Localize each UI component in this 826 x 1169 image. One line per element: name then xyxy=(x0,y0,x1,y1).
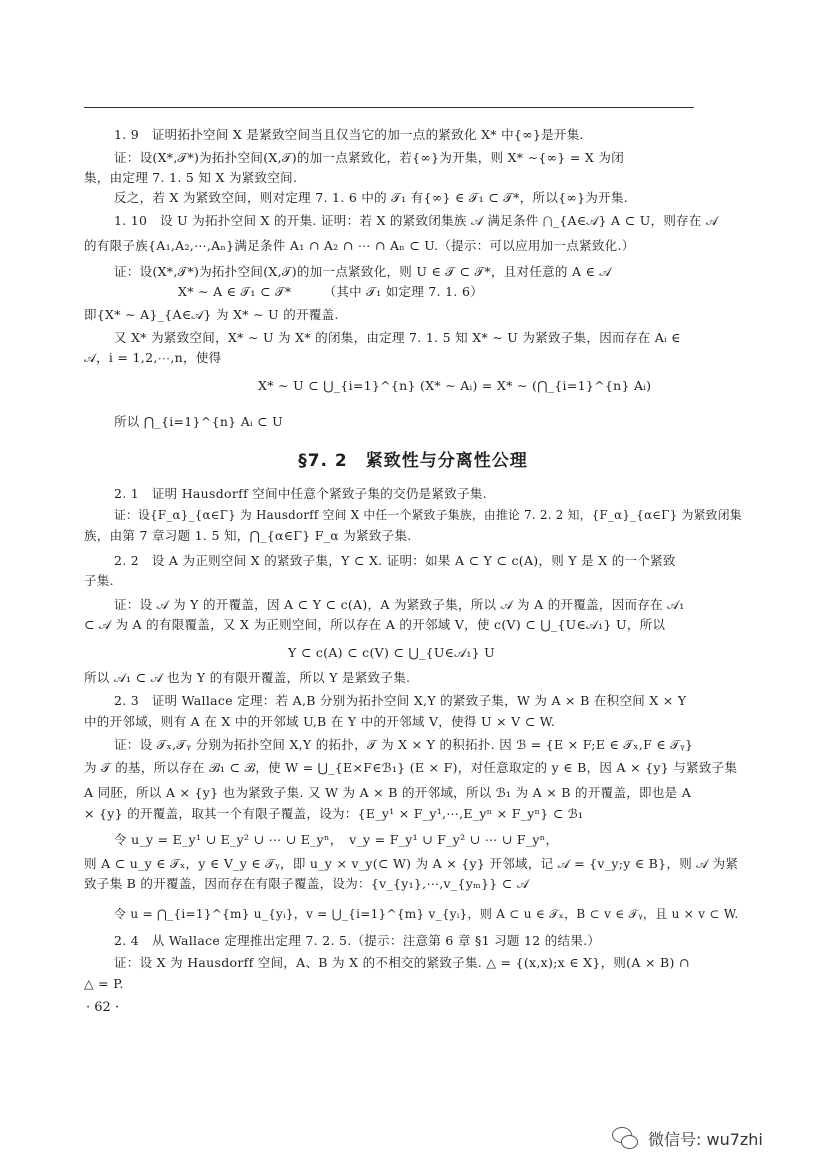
text-line: 所以 ⋂_{i=1}^{n} Aᵢ ⊂ U xyxy=(114,414,284,429)
text-line: 1. 9 证明拓扑空间 X 是紧致空间当且仅当它的加一点的紧致化 X* 中{∞}是开集. xyxy=(114,127,584,142)
text-line: 反之，若 X 为紧致空间，则对定理 7. 1. 6 中的 𝒯₁ 有{∞} ∈ 𝒯₁ ⊂ 𝒯*，所以{∞}为开集. xyxy=(114,190,629,205)
text-line: 2. 3 证明 Wallace 定理：若 A,B 分别为拓扑空间 X,Y 的紧致子集，W 为 A × B 在积空间 X × Y xyxy=(114,693,687,708)
text-line: 证：设 𝒜 为 Y 的开覆盖，因 A ⊂ Y ⊂ c(A)，A 为紧致子集，所以 𝒜 为 A 的开覆盖，因而存在 𝒜₁ xyxy=(114,597,685,612)
formula: X* ∼ A ∈ 𝒯₁ ⊂ 𝒯* （其中 𝒯₁ 如定理 7. 1. 6） xyxy=(178,284,484,299)
text-line: 即{X* ∼ A}_{A∈𝒜} 为 X* ∼ U 的开覆盖. xyxy=(84,307,339,322)
text-line: 2. 1 证明 Hausdorff 空间中任意个紧致子集的交仍是紧致子集. xyxy=(114,486,487,501)
text-line: 集，由定理 7. 1. 5 知 X 为紧致空间. xyxy=(84,170,298,185)
wechat-icon xyxy=(612,1125,638,1151)
text-line: 致子集 B 的开覆盖，因而存在有限子覆盖，设为：{v_{y₁},⋯,v_{yₘ}} ⊂ 𝒜 xyxy=(84,876,529,891)
text-line: A 同胚，所以 A × {y} 也为紧致子集. 又 W 为 A × B 的开邻域，所以 ℬ₁ 为 A × B 的开覆盖，即也是 A xyxy=(84,785,692,800)
text-line: 证：设(X*,𝒯*)为拓扑空间(X,𝒯)的加一点紧致化，则 U ∈ 𝒯 ⊂ 𝒯*，且对任意的 A ∈ 𝒜 xyxy=(114,264,612,279)
text-line: ⊂ 𝒜 为 A 的有限覆盖，又 X 为正则空间，所以存在 A 的开邻域 V，使 c(V) ⊂ ⋃_{U∈𝒜₁} U，所以 xyxy=(84,617,666,632)
text-line: 证：设 𝒯ₓ,𝒯ᵧ 分别为拓扑空间 X,Y 的拓扑，𝒯 为 X × Y 的积拓扑. 因 ℬ = {E × F;E ∈ 𝒯ₓ,F ∈ 𝒯ᵧ} xyxy=(114,737,694,752)
text-line: 令 u = ⋂_{i=1}^{m} u_{yᵢ}，v = ⋃_{i=1}^{m} v_{yᵢ}，则 A ⊂ u ∈ 𝒯ₓ，B ⊂ v ∈ 𝒯ᵧ，且 u × v ⊂ W. xyxy=(114,907,739,921)
watermark-text: 微信号: wu7zhi xyxy=(648,1129,763,1149)
text-line: 所以 𝒜₁ ⊂ 𝒜 也为 Y 的有限开覆盖，所以 Y 是紧致子集. xyxy=(84,670,411,685)
text-line: 2. 4 从 Wallace 定理推出定理 7. 2. 5.（提示：注意第 6 章 §1 习题 12 的结果.） xyxy=(114,933,601,948)
formula: Y ⊂ c(A) ⊂ c(V) ⊂ ⋃_{U∈𝒜₁} U xyxy=(288,645,496,660)
text-line: 证：设 X 为 Hausdorff 空间，A、B 为 X 的不相交的紧致子集. △ = {(x,x);x ∈ X}，则(A × B) ∩ xyxy=(114,955,690,970)
page-number: · 62 · xyxy=(86,1000,120,1015)
text-line: 子集. xyxy=(84,573,114,588)
text-line: 则 A ⊂ u_y ∈ 𝒯ₓ，y ∈ V_y ∈ 𝒯ᵧ，即 u_y × v_y(⊂ W) 为 A × {y} 开邻域，记 𝒜 = {v_y;y ∈ B}，则 𝒜 为紧 xyxy=(84,856,739,871)
section-heading: §7. 2 紧致性与分离性公理 xyxy=(298,451,528,471)
text-line: 为 𝒯 的基，所以存在 ℬ₁ ⊂ ℬ，使 W = ⋃_{E×F∈ℬ₁} (E × F)，对任意取定的 y ∈ B，因 A × {y} 与紧致子集 xyxy=(84,760,738,775)
text-line: △ = P. xyxy=(84,976,124,991)
text-line: 证：设(X*,𝒯*)为拓扑空间(X,𝒯)的加一点紧致化，若{∞}为开集，则 X* ∼{∞} = X 为闭 xyxy=(114,150,625,165)
formula: 令 u_y = E_y¹ ∪ E_y² ∪ ⋯ ∪ E_yⁿ， v_y = F_y¹ ∪ F_y² ∪ ⋯ ∪ F_yⁿ， xyxy=(114,832,559,847)
text-line: 𝒜，i = 1,2,⋯,n，使得 xyxy=(84,350,222,365)
watermark xyxy=(612,1125,763,1151)
text-line: 中的开邻域，则有 A 在 X 中的开邻域 U,B 在 Y 中的开邻域 V，使得 U × V ⊂ W. xyxy=(84,714,556,729)
formula: X* ∼ U ⊂ ⋃_{i=1}^{n} (X* ∼ Aᵢ) = X* ∼ (⋂_{i=1}^{n} Aᵢ) xyxy=(258,378,652,393)
text-line: 证：设{F_α}_{α∈Γ} 为 Hausdorff 空间 X 中任一个紧致子集族，由推论 7. 2. 2 知，{F_α}_{α∈Γ} 为紧致闭集 xyxy=(114,508,742,522)
text-line: 1. 10 设 U 为拓扑空间 X 的开集. 证明：若 X 的紧致闭集族 𝒜 满足条件 ⋂_{A∈𝒜} A ⊂ U，则存在 𝒜 xyxy=(114,213,719,228)
text-line: 的有限子族{A₁,A₂,⋯,Aₙ}满足条件 A₁ ∩ A₂ ∩ ⋯ ∩ Aₙ ⊂ U.（提示：可以应用加一点紧致化.） xyxy=(84,238,635,253)
header-rule xyxy=(84,107,694,108)
text-line: 2. 2 设 A 为正则空间 X 的紧致子集，Y ⊂ X. 证明：如果 A ⊂ Y ⊂ c(A)，则 Y 是 X 的一个紧致 xyxy=(114,553,676,568)
text-line: × {y} 的开覆盖，取其一个有限子覆盖，设为：{E_y¹ × F_y¹,⋯,E_yⁿ × F_yⁿ} ⊂ ℬ₁ xyxy=(84,806,584,821)
text-line: 又 X* 为紧致空间，X* ∼ U 为 X* 的闭集，由定理 7. 1. 5 知 X* ∼ U 为紧致子集，因而存在 Aᵢ ∈ xyxy=(114,330,681,345)
text-line: 族，由第 7 章习题 1. 5 知，⋂_{α∈Γ} F_α 为紧致子集. xyxy=(84,528,412,543)
